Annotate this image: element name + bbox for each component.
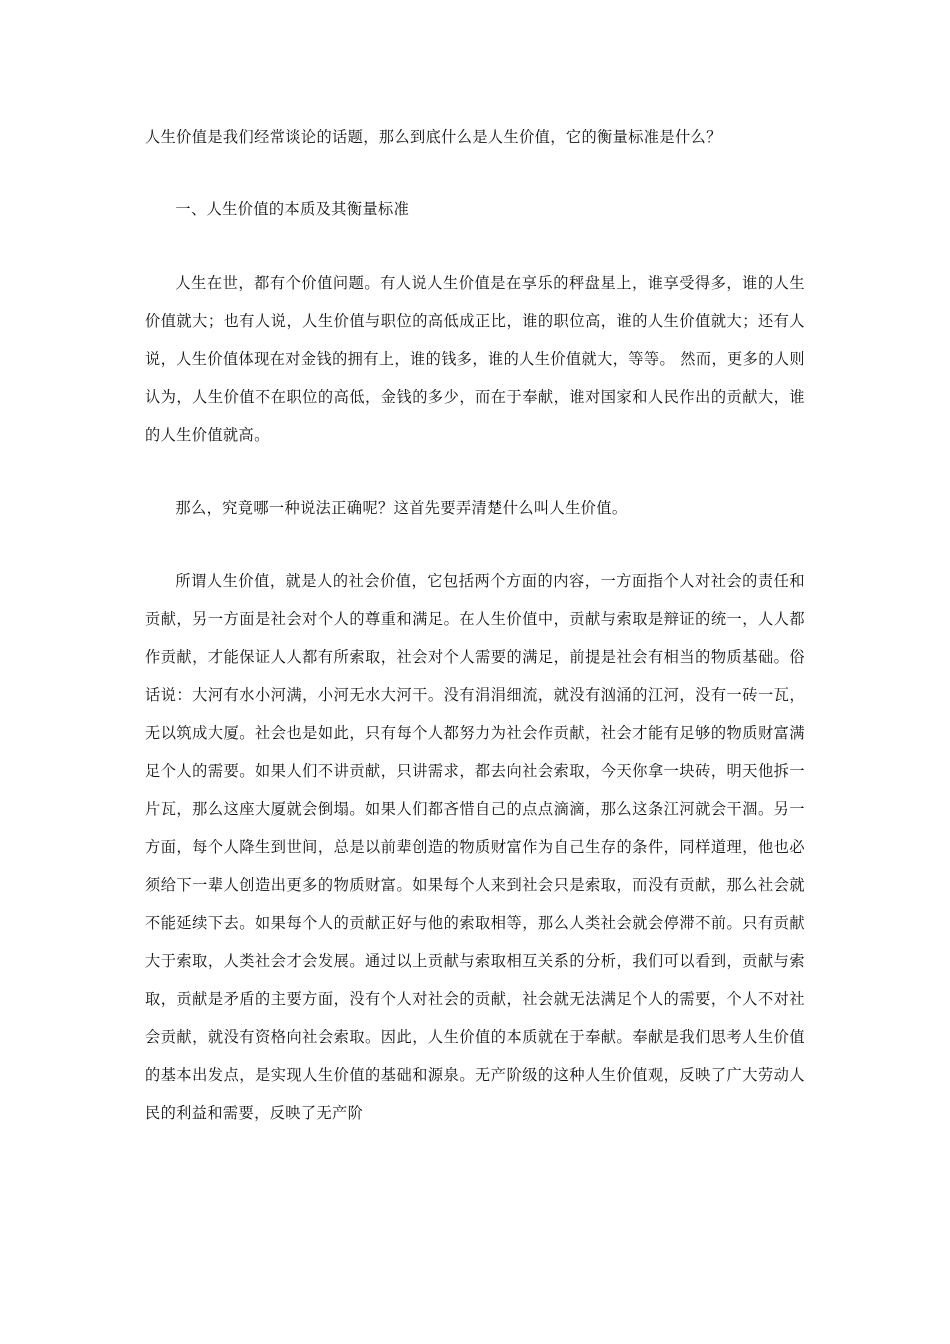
body-paragraph: 那么，究竟哪一种说法正确呢？这首先要弄清楚什么叫人生价值。 [175, 499, 628, 517]
section-heading: 一、人生价值的本质及其衡量标准 [175, 200, 410, 218]
body-paragraph: 人生在世，都有个价值问题。有人说人生价值是在享乐的秤盘星上，谁享受得多，谁的人生价值就大；也有人说，人生价值与职位的高低成正比，谁的职位高，谁的人生价值就大；还有人说，人生价值体现在对金钱的拥有上，谁的钱多，谁的人生价值就大，等等。 然而，更多的人则认为，人生价值不在职位的高低，金钱的多少，而在于奉献，谁对国家和人民作出的贡献大，谁的人生价值就高。 [145, 274, 805, 444]
body-paragraph: 所谓人生价值，就是人的社会价值，它包括两个方面的内容，一方面指个人对社会的责任和贡献，另一方面是社会对个人的尊重和满足。在人生价值中，贡献与索取是辩证的统一，人人都作贡献，才能保证人人都有所索取，社会对个人需要的满足，前提是社会有相当的物质基础。俗话说：大河有水小河满，小河无水大河干。没有涓涓细流，就没有汹涌的江河，没有一砖一瓦，无以筑成大厦。社会也是如此，只有每个人都努力为社会作贡献，社会才能有足够的物质财富满足个人的需要。如果人们不讲贡献，只讲需求，都去向社会索取，今天你拿一块砖，明天他拆一片瓦，那么这座大厦就会倒塌。如果人们都吝惜自己的点点滴滴，那么这条江河就会干涸。另一方面，每个人降生到世间，总是以前辈创造的物质财富作为自己生存的条件，同样道理，他也必须给下一辈人创造出更多的物质财富。如果每个人来到社会只是索取，而没有贡献，那么社会就不能延续下去。如果每个人的贡献正好与他的索取相等，那么人类社会就会停滞不前。只有贡献大于索取，人类社会才会发展。通过以上贡献与索取相互关系的分析，我们可以看到，贡献与索取，贡献是矛盾的主要方面，没有个人对社会的贡献，社会就无法满足个人的需要，个人不对社会贡献，就没有资格向社会索取。因此，人生价值的本质就在于奉献。奉献是我们思考人生价值的基本出发点，是实现人生价值的基础和源泉。无产阶级的这种人生价值观，反映了广大劳动人民的利益和需要，反映了无产阶 [145, 572, 805, 1122]
document-body [145, 118, 805, 1132]
intro-paragraph: 人生价值是我们经常谈论的话题，那么到底什么是人生价值，它的衡量标准是什么？ [145, 128, 722, 146]
